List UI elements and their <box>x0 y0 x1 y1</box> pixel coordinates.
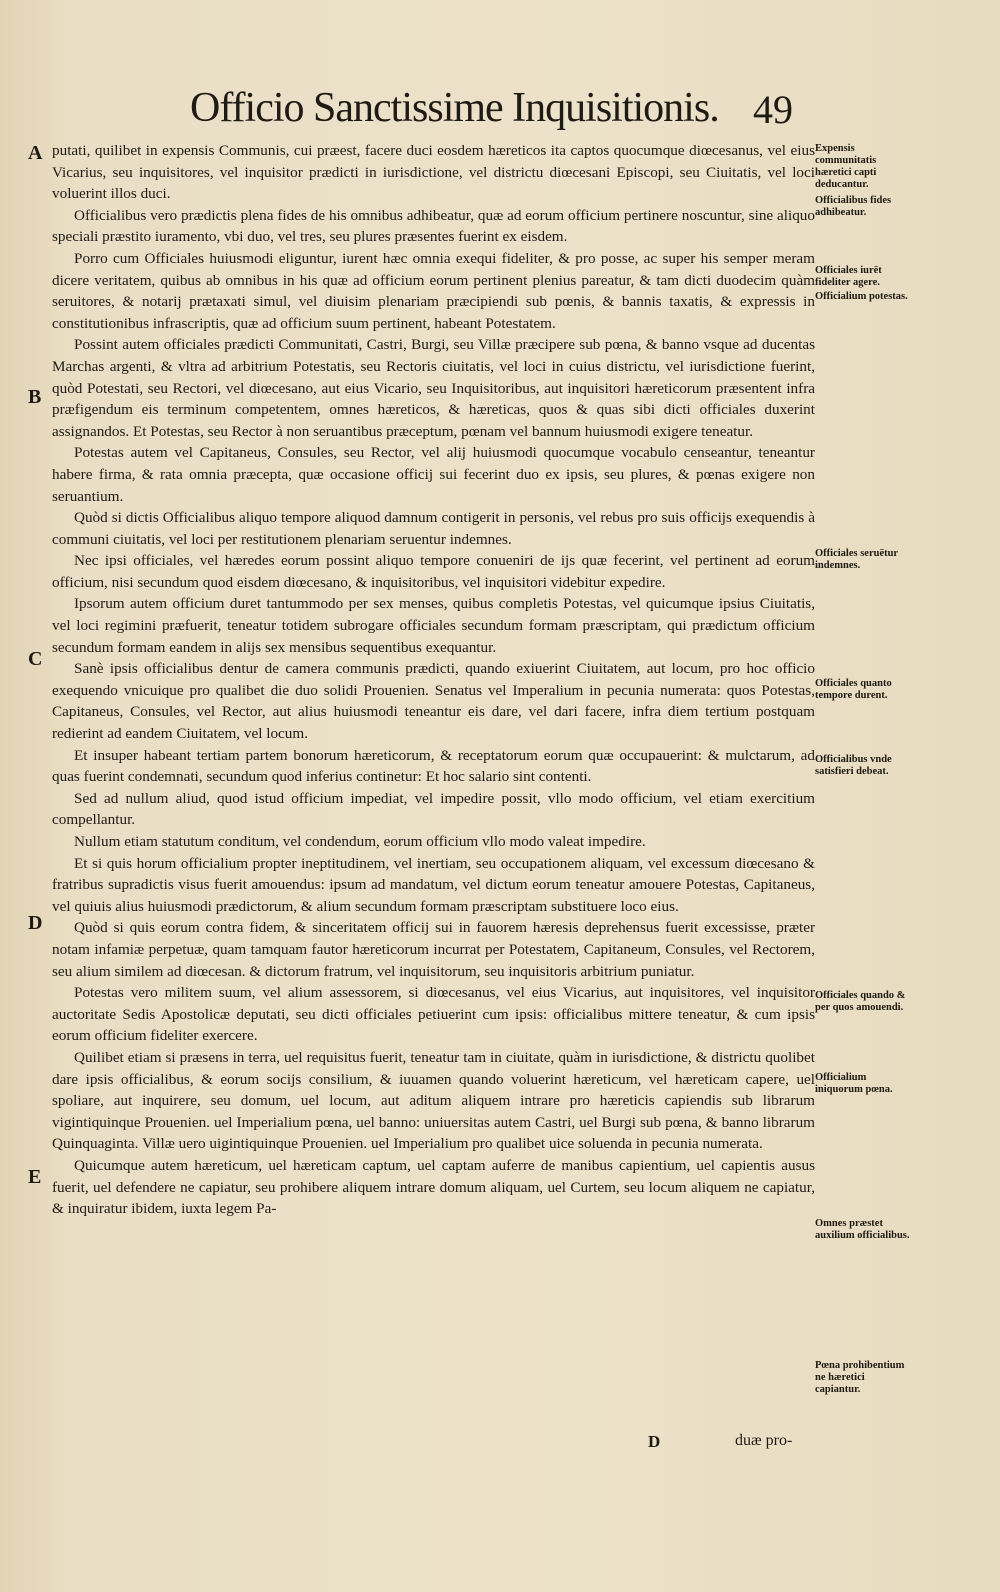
marginal-gloss: Officialium iniquorum pœna. <box>815 1072 893 1095</box>
section-marker-e: E <box>28 1166 42 1188</box>
paragraph: Nec ipsi officiales, vel hæredes eorum possint aliquo tempore conueniri de ijs quæ fecerint, vel pertinent ad eorum officium, nisi secundum quod eisdem diœcesano, & inquisitoribus, vel inquisitori videbitur expedire. <box>52 552 815 591</box>
paragraph: Quòd si dictis Officialibus aliquo tempore aliquod damnum contigerit in personis, vel rebus pro suis officijs exequendis à communi ciuitatis, vel loci per restitutionem plenariam seruentur indemnes. <box>52 509 815 548</box>
paragraph: Et si quis horum officialium propter ineptitudinem, vel inertiam, seu occupationem aliquam, vel excessum diœcesano & fratribus supradictis visus fuerit amouendus: ipsum ad mandatum, vel dictum eorum teneatur amouere Potestas, Capitaneus, vel quiuis alius huiusmodi prædictorum, & alium secundum formam præscriptam substituere loco eius. <box>52 854 815 915</box>
paragraph: Porro cum Officiales huiusmodi eliguntur, iurent hæc omnia exequi fideliter, & pro posse, ac super his semper meram dicere veritatem, quibus ab omnibus in his quæ ad officium eorum pertinent plenius pareatur, & tam dicti duodecim quàm seruitores, & notarij prætaxati simul, vel diuisim plenariam præcipiendi sub pœnis, & bannis taxatis, & expressis in constitutionibus infrascriptis, quæ ad officium suum pertinent, habeant Potestatem. <box>52 249 815 332</box>
paragraph: Quicumque autem hæreticum, uel hæreticam captum, uel captam auferre de manibus capientium, uel capientis ausus fuerit, uel defendere ne capiatur, seu prohibere aliquem intrare domum aliquam, uel Curtem, seu locum aliquem ne capiatur, & inquiratur ibidem, iuxta legem Pa- <box>52 1156 815 1218</box>
section-marker-c: C <box>28 648 43 670</box>
paragraph: Sed ad nullum aliud, quod istud officium impediat, vel impedire possit, vllo modo officium, vel etiam exercitium compellantur. <box>52 789 815 829</box>
catchword: duæ pro- <box>735 1432 793 1449</box>
page-header <box>190 78 810 138</box>
marginal-gloss: Officiales seruētur indemnes. <box>815 548 898 571</box>
marginal-gloss: Officiales quando & per quos amouendi. <box>815 990 906 1013</box>
signature-mark: D <box>648 1432 661 1451</box>
section-marker-a: A <box>28 142 43 164</box>
section-marker-d: D <box>28 912 43 934</box>
marginal-gloss: Pœna prohibentium ne hæretici capiantur. <box>815 1360 905 1395</box>
marginal-gloss: Officiales quanto tempore durent. <box>815 678 892 701</box>
paragraph: Et insuper habeant tertiam partem bonorum hæreticorum, & receptatorum eorum quæ occupauerint: & mulctarum, ad quas fuerint condemnati, secundum quod inferius continetur: Et hoc salario sint contenti. <box>52 746 815 786</box>
marginal-gloss: Expensis communitatis hæretici capti deducantur. <box>815 143 877 190</box>
main-text <box>52 140 815 1220</box>
page-number: 49 <box>753 87 793 132</box>
paragraph: Officialibus vero prædictis plena fides de his omnibus adhibeatur, quæ ad eorum officium pertinere noscuntur, sine aliquo speciali præstito iuramento, vbi duo, vel tres, seu plures præsentes fuerint ex eisdem. <box>52 206 815 246</box>
paragraph: Potestas autem vel Capitaneus, Consules, seu Rector, vel alij huiusmodi quocumque vocabulo censeantur, teneantur habere firma, & rata omnia præcepta, quæ occasione officij sui fecerint duo ex ipsis, seu plures, & pœnas exigere non seruantium. <box>52 444 815 505</box>
paragraph: Possint autem officiales prædicti Communitati, Castri, Burgi, seu Villæ præcipere sub pœna, & banno vsque ad ducentas Marchas argenti, & vltra ad arbitrium Potestatis, seu Rectoris ciuitatis, vel loci in cuius districtu, vel iurisdictione fuerint, quòd Potestati, seu Rectori, vel diœcesano, aut eius Vicario, seu Inquisitoribus, aut inquisitori hæreticorum præsentent infra præfigendum eis terminum competentem, omnes hæreticos, & hæreticas, quos & quas sibi dicti officiales duxerint assignandos. Et Potestas, seu Rector à non seruantibus præceptum, pœnam vel bannum huiusmodi exigere teneatur. <box>52 336 815 440</box>
marginal-gloss: Officialibus vnde satisfieri debeat. <box>815 754 892 777</box>
paragraph: Ipsorum autem officium duret tantummodo per sex menses, quibus completis Potestas, vel quicumque ipsius Ciuitatis, vel loci regimini præfuerit, teneatur totidem subrogare officiales secundum formam præscriptam, qui prædictum officium secundum formam eandem in alijs sex mensibus sequentibus exequantur. <box>52 595 815 656</box>
marginal-gloss: Officiales iurēt fideliter agere. <box>815 265 882 288</box>
paragraph: Sanè ipsis officialibus dentur de camera communis prædicti, quando exiuerint Ciuitatem, aut locum, pro hoc officio exequendo vnicuique pro qualibet die duo solidi Prouenien. Senatus vel Imperalium in pecunia numerata: quos Potestas, Capitaneus, Consules, vel Rector, aut alius huiusmodi teneantur eis dare, vel dari facere, infra diem tertium postquam redierint ad eandem Ciuitatem, vel locum. <box>52 660 815 743</box>
paragraph: Quòd si quis eorum contra fidem, & sinceritatem officij sui in fauorem hæresis deprehensus fuerit excessisse, præter notam infamiæ perpetuæ, quam tamquam fautor hæreticorum incurrat per Potestatem, Capitaneum, Consules, vel Rectorem, seu alium similem ad diœcesan. & dictorum fratrum, vel inquisitorum, seu inquisitoris arbitrium puniatur. <box>52 919 815 980</box>
paragraph: putati, quilibet in expensis Communis, cui præest, facere duci eosdem hæreticos ita captos quocumque diœcesanus, vel eius Vicarius, seu inquisitores, vel inquisitor prædicti in iurisdictione, vel districtu diœcesani Episcopi, seu Ciuitatis, vel loci voluerint illos duci. <box>52 142 815 203</box>
marginal-gloss: Omnes præstet auxilium officialibus. <box>815 1218 910 1241</box>
section-marker-b: B <box>28 386 42 408</box>
paragraph: Nullum etiam statutum conditum, vel condendum, eorum officium vllo modo valeat impedire. <box>74 833 646 850</box>
running-title: Officio Sanctissime Inquisitionis. <box>190 85 719 131</box>
marginal-gloss: Officialibus fides adhibeatur. <box>815 195 892 218</box>
paragraph: Potestas vero militem suum, vel alium assessorem, si diœcesanus, vel eius Vicarius, aut inquisitores, vel inquisitor auctoritate Sedis Apostolicæ deputati, seu dicti officiales petiuerint cum ipsis: officialibus mittere teneatur, & cum ipsis eorum officium fideliter exercere. <box>52 984 815 1045</box>
paragraph: Quilibet etiam si præsens in terra, uel requisitus fuerit, teneatur tam in ciuitate, quàm in iurisdictione, & districtu quolibet dare ipsis officialibus, & eorum socijs consilium, & iuuamen quando voluerint hæreticum, vel hæreticam capere, uel spoliare, aut inquirere, seu domum, uel locum, aut aditum aliquem intrare pro hæreticis capiendis sub librarum vigintiquinque Prouenien. uel Imperialium pœna, uel banno: uniuersitas autem Castri, uel Burgi sub pœna, & banno librarum Quinquaginta. Villæ uero uigintiquinque Prouenien. uel Imperialium pro qualibet uice soluenda in pecunia numerata. <box>52 1048 815 1153</box>
marginal-gloss: Officialium potestas. <box>815 291 908 302</box>
